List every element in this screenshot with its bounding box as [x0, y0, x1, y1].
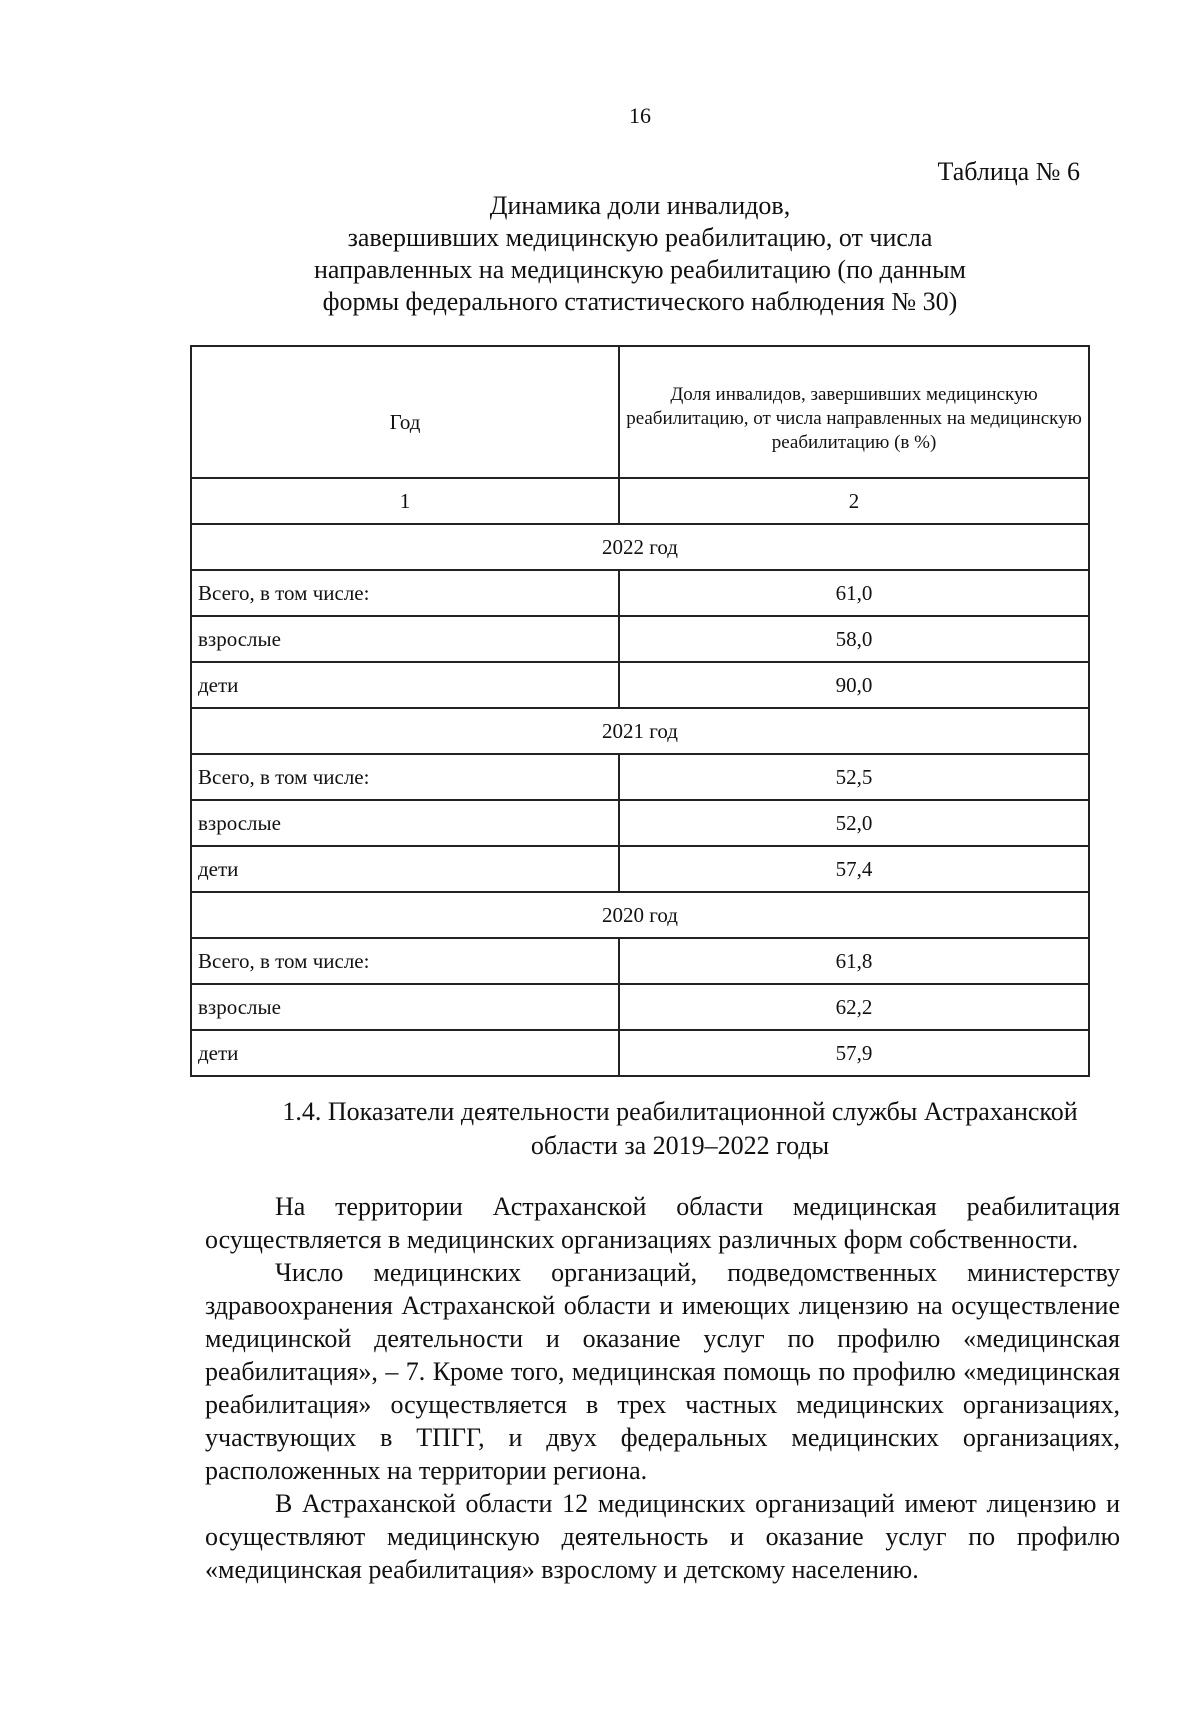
row-value: 62,2 — [619, 984, 1089, 1030]
table-label: Таблица № 6 — [937, 157, 1080, 186]
row-value: 52,5 — [619, 754, 1089, 800]
row-label: взрослые — [191, 800, 619, 846]
row-value: 61,8 — [619, 938, 1089, 984]
row-label: взрослые — [191, 616, 619, 662]
row-value: 90,0 — [619, 662, 1089, 708]
row-label: дети — [191, 1030, 619, 1076]
row-label: Всего, в том числе: — [191, 754, 619, 800]
table-row — [191, 846, 1089, 892]
table-row — [191, 1030, 1089, 1076]
row-label: взрослые — [191, 984, 619, 1030]
table-row — [191, 938, 1089, 984]
row-label: Всего, в том числе: — [191, 570, 619, 616]
row-value: 57,4 — [619, 846, 1089, 892]
year-row — [191, 892, 1089, 938]
row-value: 57,9 — [619, 1030, 1089, 1076]
table-title — [250, 190, 1030, 318]
year-label: 2022 год — [191, 524, 1089, 570]
table-header-row — [191, 346, 1089, 478]
table-body — [191, 346, 1089, 1076]
table-row — [191, 754, 1089, 800]
table-row — [191, 616, 1089, 662]
column-number: 1 — [191, 478, 619, 524]
table-row — [191, 570, 1089, 616]
body-text — [205, 1190, 1120, 1586]
column-number-row — [191, 478, 1089, 524]
table-title-line: направленных на медицинскую реабилитацию (по данным — [313, 255, 967, 284]
table-title-line: завершивших медицинскую реабилитацию, от числа — [347, 223, 933, 252]
body-paragraph: На территории Астраханской области медицинская реабилитация осуществляется в медицинских организациях различных форм собственности. — [205, 1192, 1120, 1254]
table-row — [191, 984, 1089, 1030]
year-row — [191, 708, 1089, 754]
body-paragraph: В Астраханской области 12 медицинских организаций имеют лицензию и осуществляют медицинскую деятельность и оказание услуг по профилю «медицинская реабилитация» взрослому и детскому населению. — [205, 1489, 1120, 1584]
row-label: дети — [191, 846, 619, 892]
table-title-line: Динамика доли инвалидов, — [489, 191, 791, 220]
header-year: Год — [191, 346, 619, 478]
table-row — [191, 800, 1089, 846]
row-value: 52,0 — [619, 800, 1089, 846]
year-label: 2020 год — [191, 892, 1089, 938]
row-label: Всего, в том числе: — [191, 938, 619, 984]
section-heading: 1.4. Показатели деятельности реабилитационной службы Астраханской области за 2019–2022 годы — [282, 1097, 1078, 1160]
table-title-line: формы федерального статистического наблюдения № 30) — [322, 287, 958, 316]
year-row — [191, 524, 1089, 570]
row-label: дети — [191, 662, 619, 708]
column-number: 2 — [619, 478, 1089, 524]
data-table — [190, 345, 1090, 1077]
page-number: 16 — [629, 103, 651, 128]
header-share: Доля инвалидов, завершивших медицинскую реабилитацию, от числа направленных на медицинскую реабилитацию (в %) — [619, 346, 1089, 478]
table-row — [191, 662, 1089, 708]
year-label: 2021 год — [191, 708, 1089, 754]
row-value: 61,0 — [619, 570, 1089, 616]
body-paragraph: Число медицинских организаций, подведомственных министерству здравоохранения Астраханской области и имеющих лицензию на осуществление медицинской деятельности и оказание услуг по профилю «медицинская реабилитация», – 7. Кроме того, медицинская помощь по профилю «медицинская реабилитация» осуществляется в трех частных медицинских организациях, участвующих в ТПГГ, и двух федеральных медицинских организациях, расположенных на территории региона. — [205, 1258, 1120, 1485]
row-value: 58,0 — [619, 616, 1089, 662]
